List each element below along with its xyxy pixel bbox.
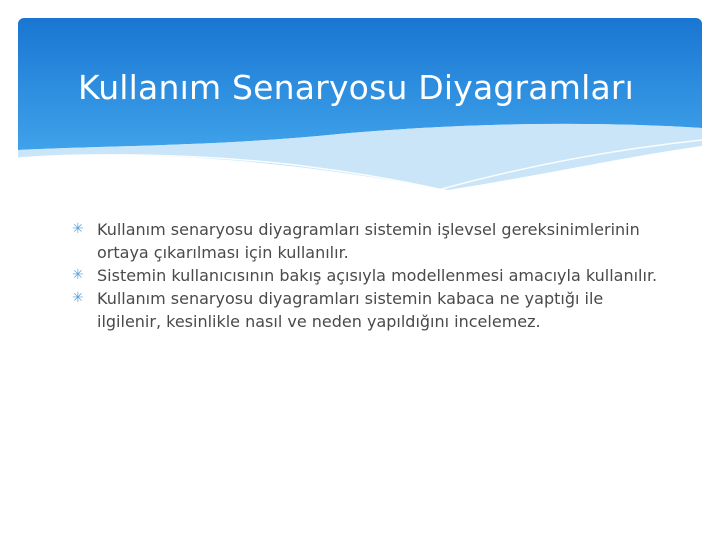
asterisk-icon: ✳ — [72, 267, 84, 283]
bullet-item — [70, 287, 670, 333]
banner-background — [18, 18, 702, 198]
bullet-text: Sistemin kullanıcısının bakış açısıyla modellenmesi amacıyla kullanılır. — [97, 266, 658, 285]
title-banner — [18, 18, 702, 198]
asterisk-icon: ✳ — [72, 290, 84, 306]
asterisk-icon: ✳ — [72, 221, 84, 237]
bullet-item — [70, 218, 670, 264]
bullet-item — [70, 264, 670, 287]
slide-title: Kullanım Senaryosu Diyagramları — [78, 68, 635, 107]
slide-body — [70, 218, 670, 333]
bullet-text: Kullanım senaryosu diyagramları sistemin işlevsel gereksinimlerinin ortaya çıkarılması için kullanılır. — [97, 220, 640, 262]
bullet-list — [70, 218, 670, 333]
bullet-text: Kullanım senaryosu diyagramları sistemin kabaca ne yaptığı ile ilgilenir, kesinlikle nasıl ve neden yapıldığını incelemez. — [97, 289, 604, 331]
